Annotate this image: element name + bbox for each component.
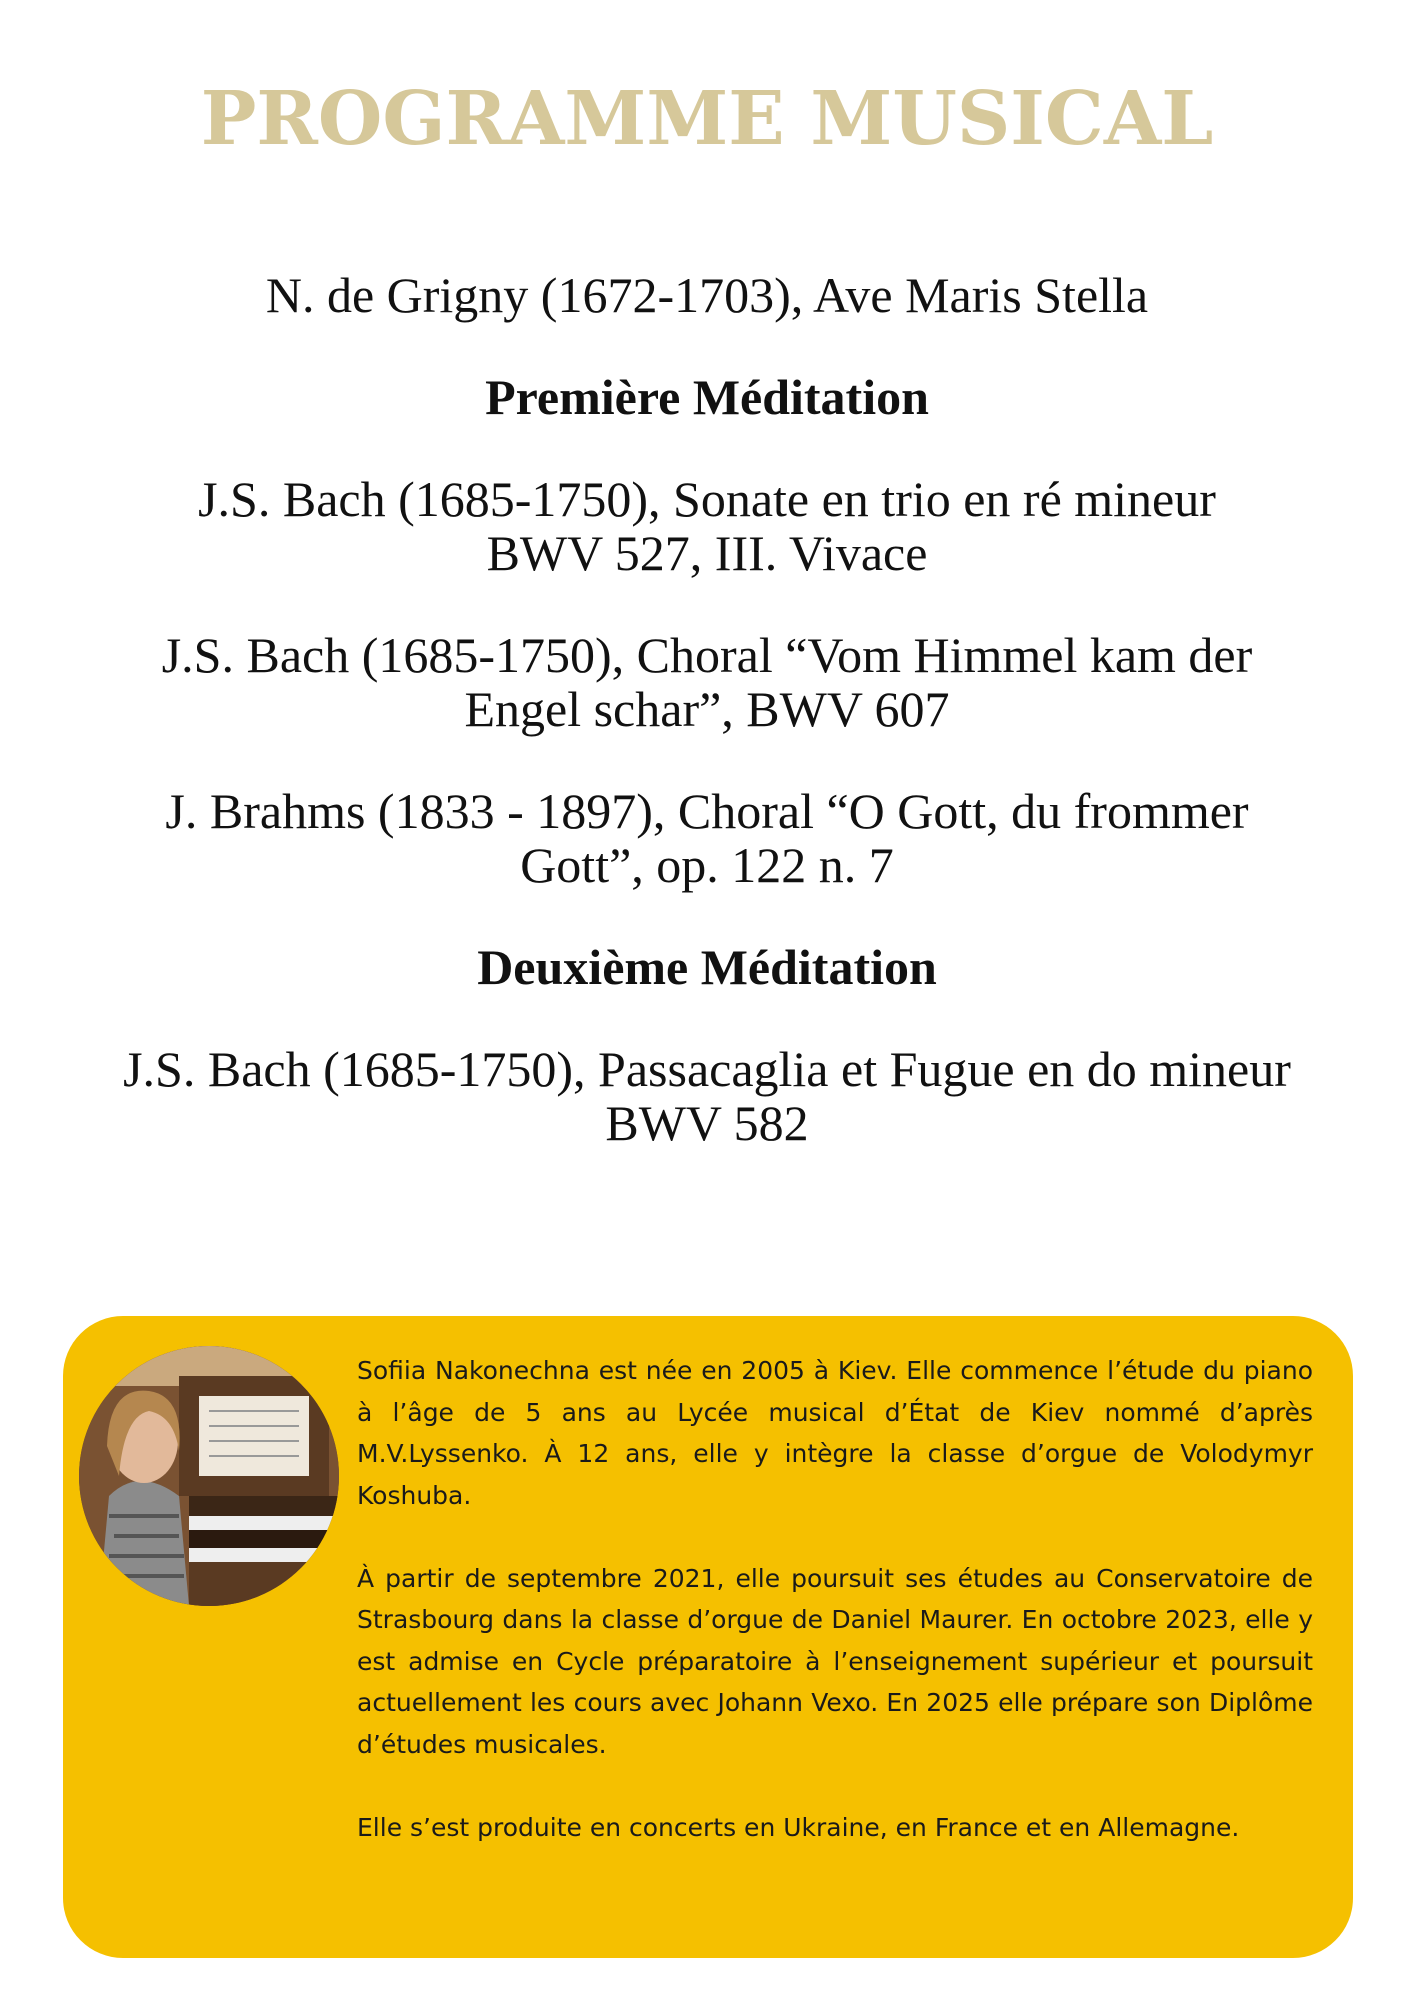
piece-line: Engel schar”, BWV 607 bbox=[464, 681, 950, 737]
piece-line: Gott”, op. 122 n. 7 bbox=[520, 837, 894, 893]
portrait-illustration bbox=[79, 1346, 339, 1606]
page-title: PROGRAMME MUSICAL bbox=[200, 76, 1214, 162]
program-piece-bach-passacaglia bbox=[37, 1042, 1377, 1150]
piece-line: J.S. Bach (1685-1750), Passacaglia et Fugue en do mineur bbox=[123, 1041, 1291, 1097]
bio-paragraph: Elle s’est produite en concerts en Ukraine, en France et en Allemagne. bbox=[357, 1812, 1240, 1842]
section-heading-deuxieme-meditation: Deuxième Méditation bbox=[477, 939, 937, 995]
program-piece-bach-sonate bbox=[37, 472, 1377, 580]
program-piece-bach-choral bbox=[37, 628, 1377, 736]
program-piece-grigny bbox=[37, 268, 1377, 322]
piece-line: J.S. Bach (1685-1750), Choral “Vom Himmel kam der bbox=[161, 627, 1253, 683]
biography-text bbox=[357, 1350, 1313, 1848]
biography-card bbox=[63, 1316, 1353, 1958]
program-piece-brahms-choral bbox=[37, 784, 1377, 892]
piece-line: BWV 582 bbox=[605, 1095, 809, 1151]
piece-line: J. Brahms (1833 - 1897), Choral “O Gott, du frommer bbox=[165, 783, 1249, 839]
piece-line: J.S. Bach (1685-1750), Sonate en trio en ré mineur bbox=[198, 471, 1216, 527]
bio-paragraph: À partir de septembre 2021, elle poursuit ses études au Conservatoire de Strasbourg dans la classe d’orgue de Daniel Maurer. En octobre 2023, elle y est admise en Cycle préparatoire à l’enseignement supérieur et poursuit actuellement les cours avec Johann Vexo. En 2025 elle prépare son Diplôme d’études musicales. bbox=[357, 1563, 1313, 1759]
piece-line: BWV 527, III. Vivace bbox=[486, 525, 928, 581]
performer-portrait bbox=[79, 1346, 339, 1606]
program-list bbox=[0, 268, 1414, 1198]
bio-paragraph: Sofiia Nakonechna est née en 2005 à Kiev. Elle commence l’étude du piano à l’âge de 5 ans au Lycée musical d’État de Kiev nommé d’après M.V.Lyssenko. À 12 ans, elle y intègre la classe d’orgue de Volodymyr Koshuba. bbox=[357, 1356, 1313, 1510]
section-heading-premiere-meditation: Première Méditation bbox=[485, 369, 929, 425]
piece-line: N. de Grigny (1672-1703), Ave Maris Stella bbox=[265, 267, 1149, 323]
